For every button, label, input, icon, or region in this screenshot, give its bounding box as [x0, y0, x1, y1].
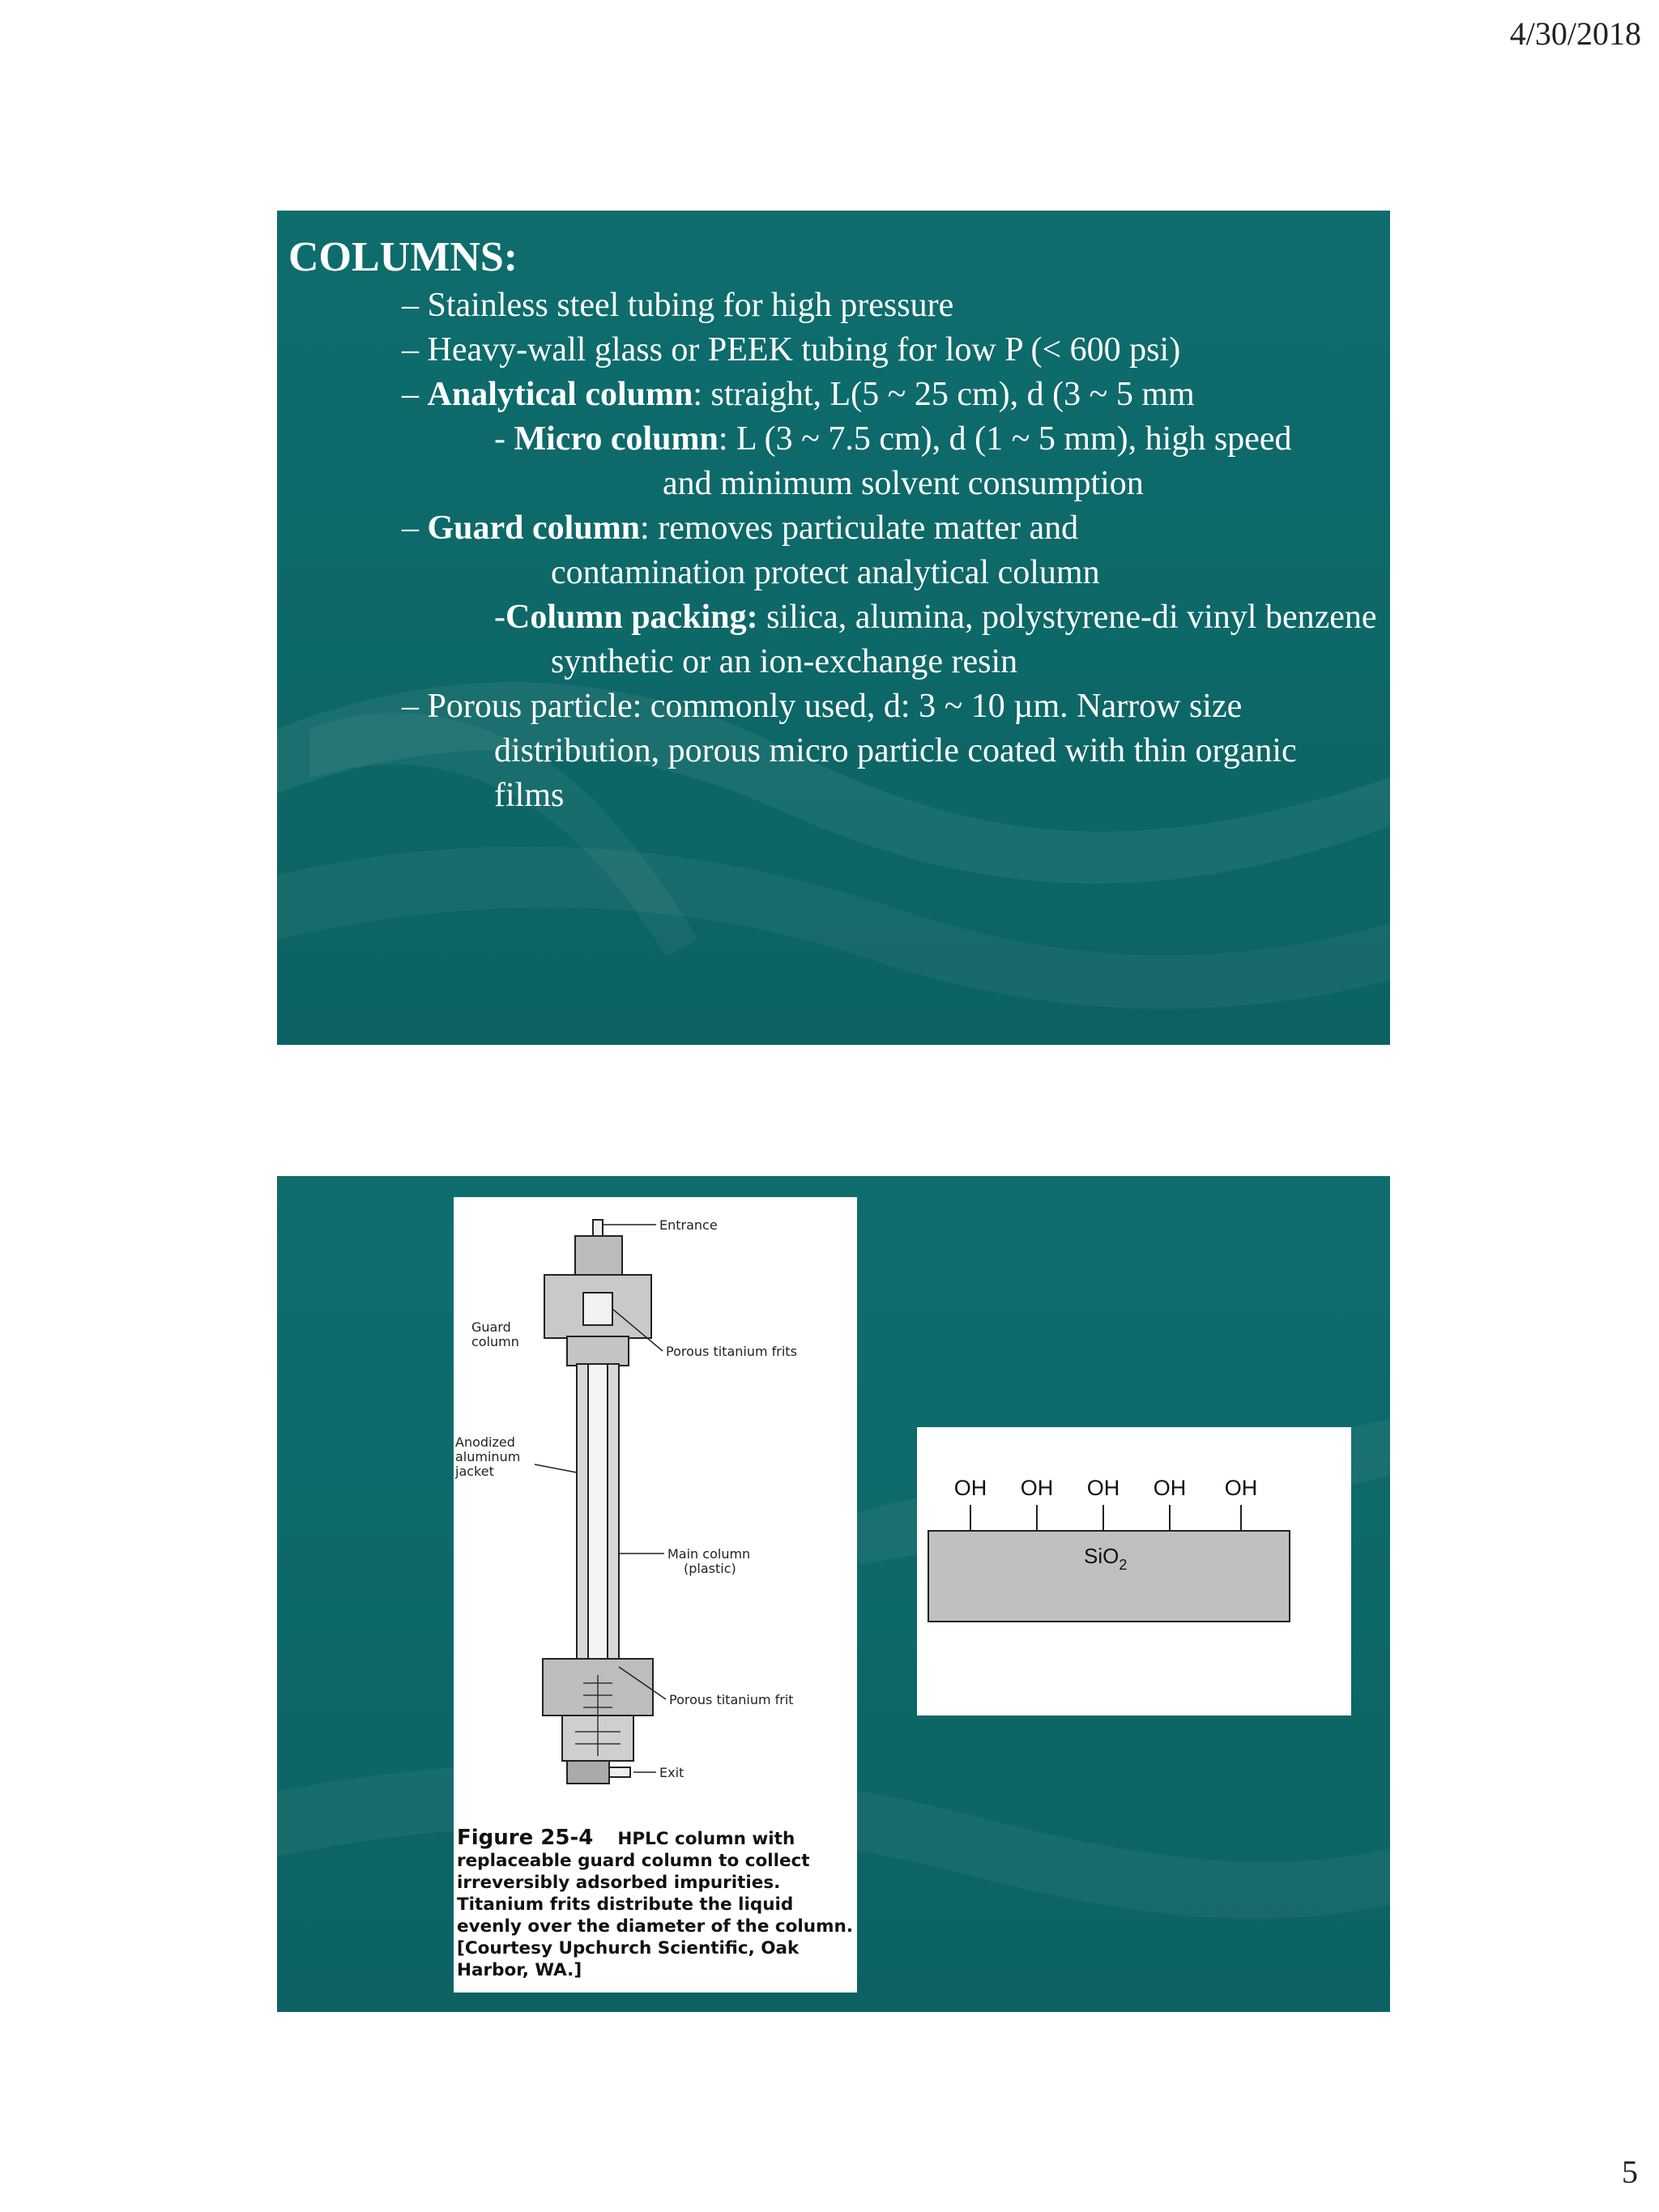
- slide-title: COLUMNS:: [288, 234, 518, 280]
- bullet-column-packing-cont: synthetic or an ion-exchange resin: [551, 643, 1018, 680]
- caption-title: Figure 25-4: [457, 1826, 594, 1850]
- bullet-heavy-wall: – Heavy-wall glass or PEEK tubing for low P (< 600 psi): [402, 331, 1181, 369]
- label-porous-frit: Porous titanium frit: [669, 1692, 794, 1707]
- caption-line: replaceable guard column to collect: [457, 1851, 810, 1871]
- oh-label: OH: [953, 1476, 987, 1500]
- header-date: 4/30/2018: [1509, 15, 1641, 52]
- sio2-label: SiO$_2$: [1084, 1544, 1128, 1573]
- caption-line: HPLC column with: [617, 1829, 795, 1849]
- bullet-guard-column-cont: contamination protect analytical column: [551, 554, 1100, 591]
- page-number: 5: [1622, 2154, 1638, 2190]
- oh-label: OH: [1020, 1476, 1054, 1500]
- bullet-porous-particle: – Porous particle: commonly used, d: 3 ~ 10 µm. Narrow size: [402, 688, 1243, 725]
- oh-label: OH: [1224, 1476, 1258, 1500]
- bullet-analytical-column: – Analytical column: straight, L(5 ~ 25 cm), d (3 ~ 5 mm: [402, 376, 1195, 413]
- bullet-guard-column: – Guard column: removes particulate matter and: [402, 509, 1079, 547]
- silica-surface-svg: [917, 1427, 1351, 1715]
- bullet-stainless: – Stainless steel tubing for high pressure: [402, 287, 954, 324]
- slide-columns: [277, 211, 1390, 1045]
- hplc-column-diagram: [454, 1197, 857, 1821]
- figure-caption: [457, 1827, 854, 1981]
- oh-label: OH: [1153, 1476, 1187, 1500]
- bullet-micro-column-cont: and minimum solvent consumption: [663, 465, 1144, 502]
- label-plastic: (plastic): [684, 1561, 736, 1576]
- label-main-column: Main column: [667, 1546, 751, 1562]
- bullet-porous-particle-cont2: films: [494, 777, 565, 814]
- caption-line: irreversibly adsorbed impurities.: [457, 1873, 781, 1893]
- caption-line: Titanium frits distribute the liquid: [457, 1894, 794, 1915]
- bullet-porous-particle-cont: distribution, porous micro particle coated with thin organic: [494, 732, 1297, 769]
- silica-surface-diagram: [917, 1427, 1351, 1715]
- label-guard: Guard: [471, 1319, 511, 1335]
- label-entrance: Entrance: [659, 1217, 718, 1233]
- label-guard-column: column: [471, 1334, 519, 1349]
- label-jacket: jacket: [455, 1464, 494, 1479]
- bullet-micro-column: - Micro column: L (3 ~ 7.5 cm), d (1 ~ 5 mm), high speed: [494, 420, 1292, 458]
- oh-label: OH: [1086, 1476, 1120, 1500]
- caption-line: Harbor, WA.]: [457, 1960, 582, 1980]
- caption-line: [Courtesy Upchurch Scientific, Oak: [457, 1938, 800, 1958]
- label-aluminum: aluminum: [455, 1449, 521, 1464]
- hplc-column-figure: [454, 1197, 857, 1993]
- caption-line: evenly over the diameter of the column.: [457, 1916, 853, 1937]
- bullet-column-packing: -Column packing: silica, alumina, polystyrene-di vinyl benzene: [494, 599, 1377, 636]
- label-anodized: Anodized: [455, 1434, 515, 1450]
- label-exit: Exit: [659, 1765, 684, 1780]
- slide-column-figures: [277, 1176, 1390, 2012]
- label-porous-frits: Porous titanium frits: [666, 1344, 797, 1359]
